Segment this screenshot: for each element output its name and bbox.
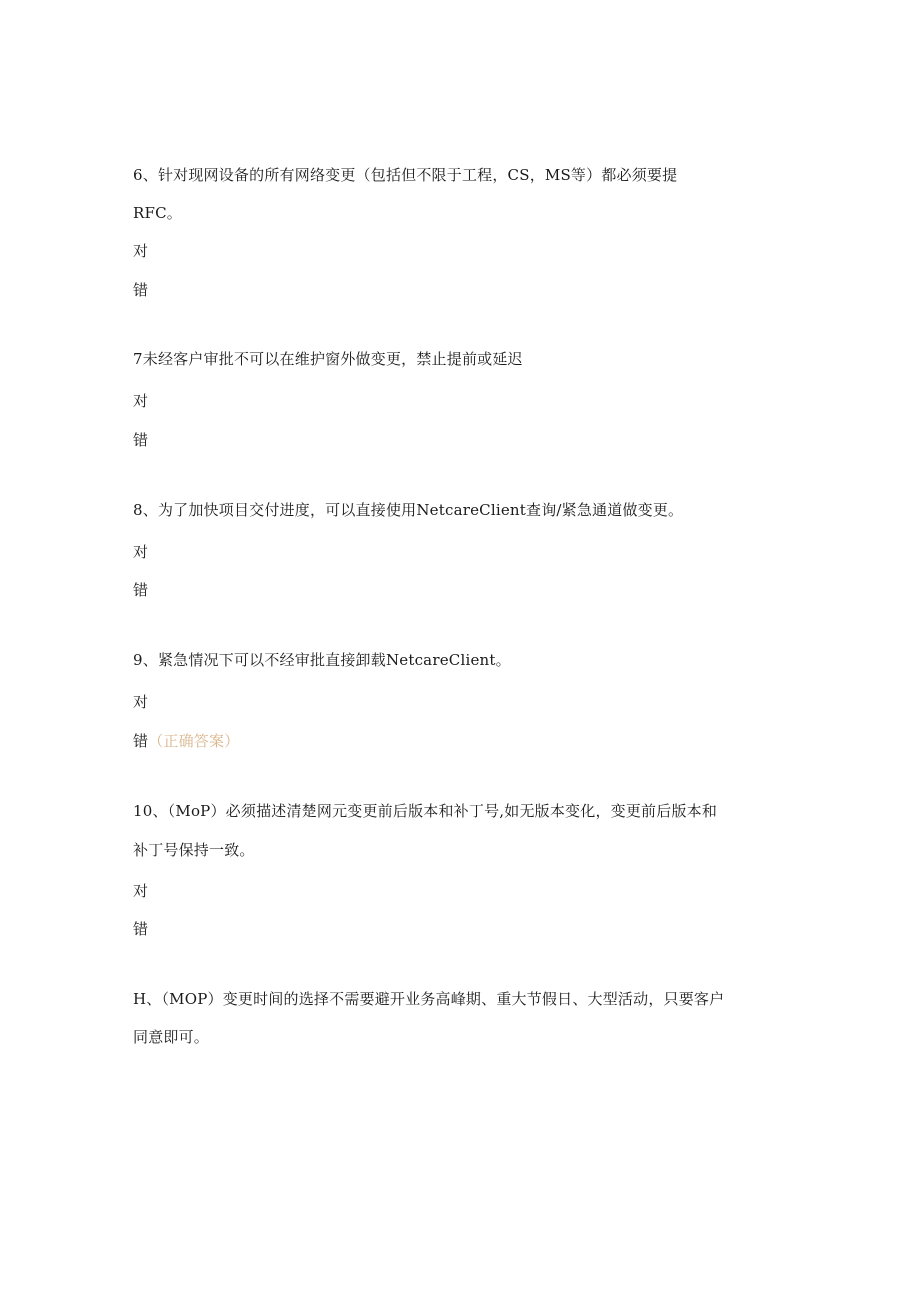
question-10-line-1: 10、（MoP）必须描述清楚网元变更前后版本和补丁号,如无版本变化，变更前后版本和 — [133, 802, 718, 820]
question-10-option-false[interactable] — [133, 919, 148, 939]
option-label: 错 — [133, 920, 149, 938]
option-label: 错 — [133, 732, 149, 750]
question-9-line-1: 9、紧急情况下可以不经审批直接卸载NetcareClient。 — [133, 651, 511, 669]
question-6-option-false[interactable] — [133, 280, 148, 300]
correct-answer-note: （正确答案） — [148, 732, 240, 750]
question-6-line-2: RFC。 — [133, 204, 182, 222]
question-6-line-1: 6、针对现网设备的所有网络变更（包括但不限于工程，CS，MS等）都必须要提 — [133, 166, 678, 184]
option-label: 对 — [133, 882, 149, 900]
question-7-option-true[interactable] — [133, 391, 148, 411]
question-10-option-true[interactable] — [133, 881, 148, 901]
option-label: 对 — [133, 693, 149, 711]
option-label: 对 — [133, 242, 149, 260]
question-8-line-1: 8、为了加快项目交付进度，可以直接使用NetcareClient查询/紧急通道做变更。 — [133, 501, 684, 519]
question-11-line-2: 同意即可。 — [133, 1028, 210, 1046]
option-label: 错 — [133, 431, 149, 449]
question-10-line-2: 补丁号保持一致。 — [133, 841, 255, 859]
option-label: 对 — [133, 392, 149, 410]
question-6-option-true[interactable] — [133, 241, 148, 261]
question-9-option-false[interactable] — [133, 731, 239, 751]
question-11-line-1: H、（MOP）变更时间的选择不需要避开业务高峰期、重大节假日、大型活动，只要客户 — [133, 990, 725, 1008]
question-7-line-1: 7未经客户审批不可以在维护窗外做变更，禁止提前或延迟 — [133, 350, 523, 368]
question-8-option-false[interactable] — [133, 580, 148, 600]
question-9-option-true[interactable] — [133, 692, 148, 712]
option-label: 错 — [133, 581, 149, 599]
question-8-option-true[interactable] — [133, 542, 148, 562]
question-7-option-false[interactable] — [133, 430, 148, 450]
option-label: 对 — [133, 543, 149, 561]
option-label: 错 — [133, 281, 149, 299]
